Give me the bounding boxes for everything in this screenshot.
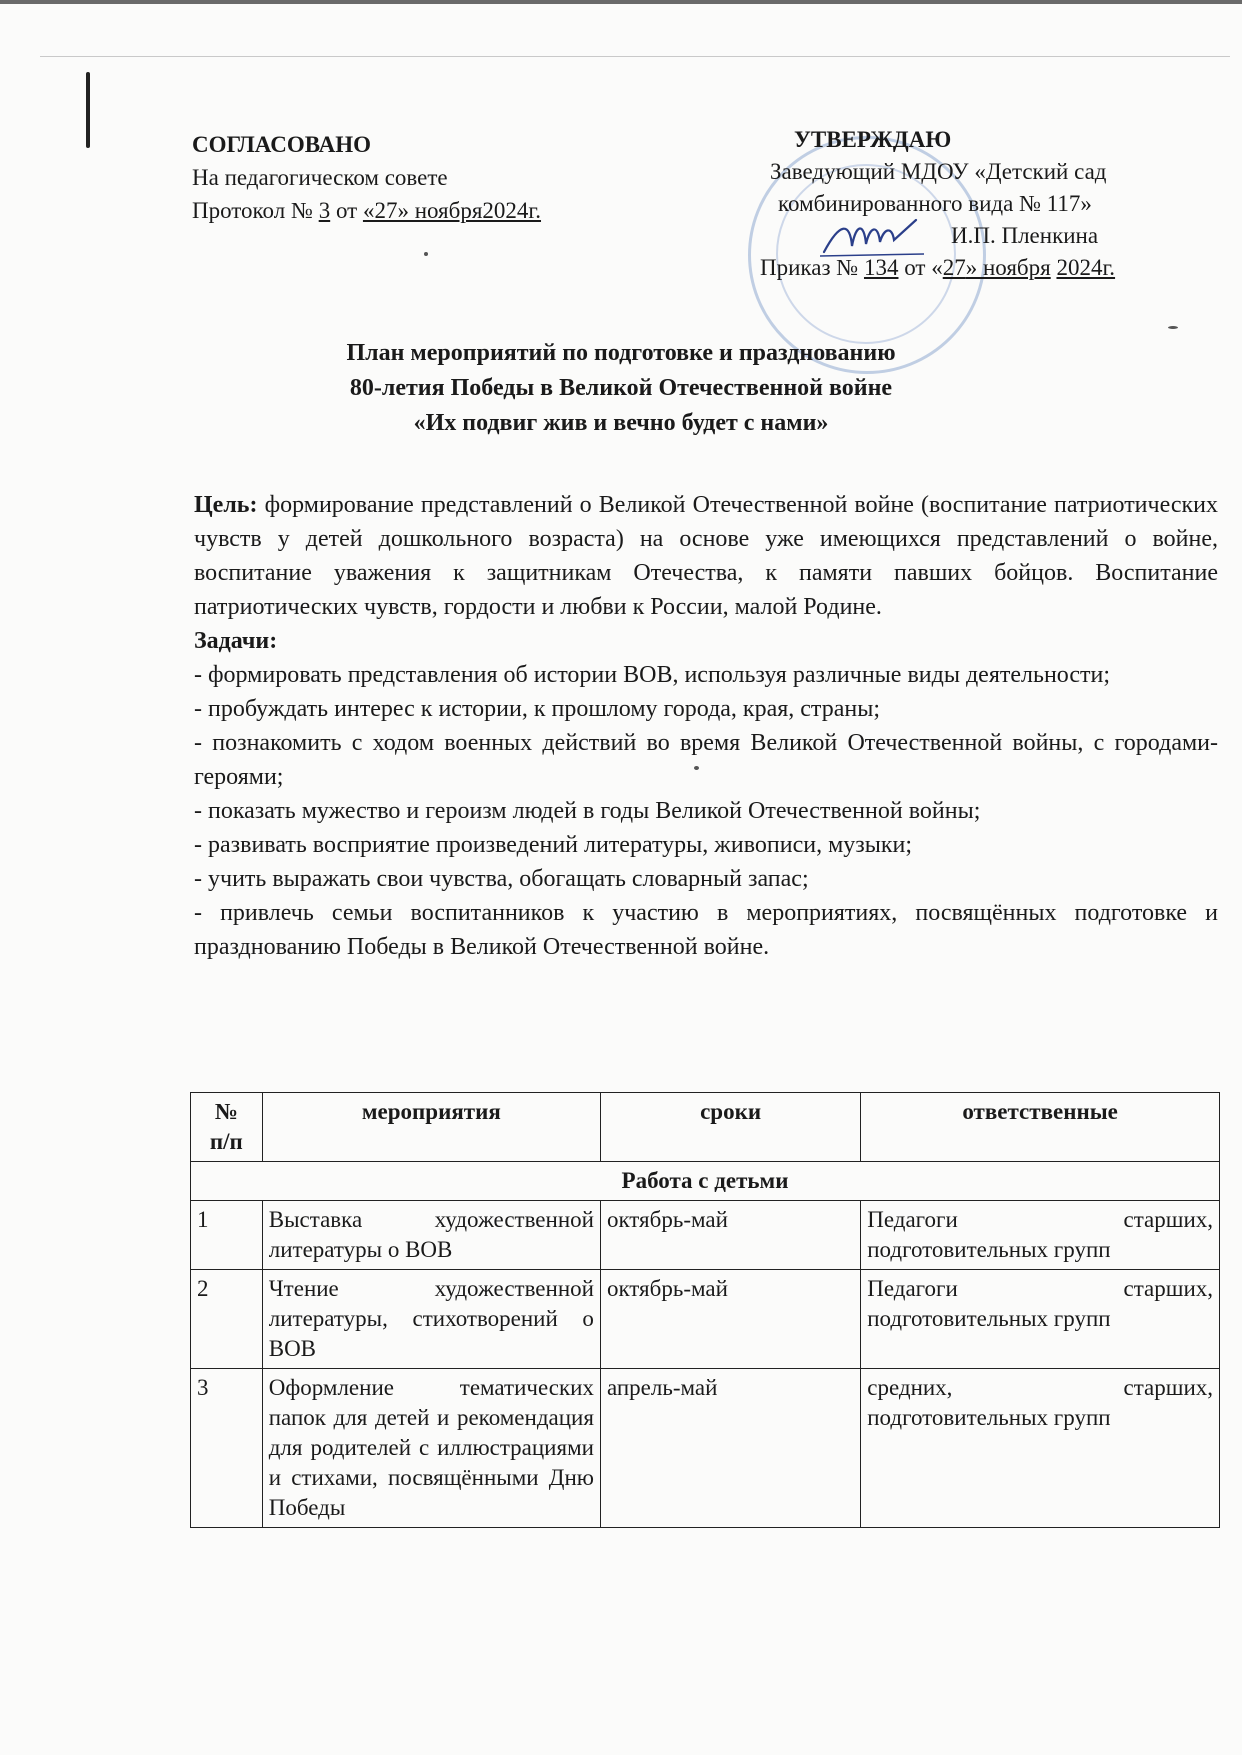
scan-speck: [424, 252, 428, 256]
title-line-2: 80-летия Победы в Великой Отечественной войне: [349, 375, 893, 401]
section-title: Работа с детьми: [191, 1162, 1220, 1201]
row-responsible: [861, 1270, 1220, 1369]
responsible-line-1: Педагоги старших,: [867, 1276, 1213, 1301]
approval-council: На педагогическом совете: [192, 165, 448, 190]
confirmation-block: [756, 124, 1226, 284]
table-row: [191, 1369, 1220, 1528]
table-header-row: [191, 1093, 1220, 1162]
order-day: 27: [942, 255, 966, 280]
title-line-3: «Их подвиг жив и вечно будет с нами»: [413, 410, 829, 436]
task-item: - познакомить с ходом военных действий во время Великой Отечественной войны, с городами-героями;: [194, 730, 1218, 790]
header-num-line-2: п/п: [209, 1129, 243, 1154]
header-term: сроки: [600, 1093, 860, 1162]
row-term: апрель-май: [600, 1369, 860, 1528]
protocol-from: от: [335, 198, 358, 223]
header-num-line-1: №: [214, 1099, 238, 1124]
table-section-row: [191, 1162, 1220, 1201]
row-responsible: [861, 1369, 1220, 1528]
responsible-line-2: подготовительных групп: [867, 1306, 1111, 1331]
header-responsible: ответственные: [861, 1093, 1220, 1162]
goal-text: формирование представлений о Великой Отечественной войне (воспитание патриотических чувств у детей дошкольного возраста) на основе уже имеющихся представлений о войне, воспитание уважения к защитникам Отечества, к памяти павших бойцов. Воспитание патриотических чувств, гордости и любви к России, малой Родине.: [194, 492, 1219, 620]
protocol-number: 3: [318, 198, 331, 223]
row-term: октябрь-май: [600, 1270, 860, 1369]
header-event: мероприятия: [262, 1093, 600, 1162]
order-year: 2024г.: [1056, 255, 1116, 280]
goal-and-tasks: [194, 488, 1218, 964]
approval-protocol: [192, 194, 541, 227]
confirmation-signatory: И.П. Пленкина: [951, 223, 1099, 248]
order-month: » ноября: [965, 255, 1051, 280]
confirmation-institution: комбинированного вида № 117»: [778, 191, 1092, 216]
protocol-date: «27» ноября2024г.: [362, 198, 542, 223]
row-responsible: [861, 1201, 1220, 1270]
row-event: Оформление тематических папок для детей и рекомендация для родителей с иллюстрациями и стихами, посвящёнными Дню Победы: [262, 1369, 600, 1528]
confirmation-title: УТВЕРЖДАЮ: [794, 127, 952, 152]
table-row: [191, 1270, 1220, 1369]
margin-pen-mark: [86, 72, 90, 148]
goal-label: Цель:: [194, 492, 258, 518]
row-event: Выставка художественной литературы о ВОВ: [262, 1201, 600, 1270]
row-term: октябрь-май: [600, 1201, 860, 1270]
task-item: - показать мужество и героизм людей в годы Великой Отечественной войны;: [194, 798, 981, 824]
order-from: от «: [904, 255, 943, 280]
responsible-line-1: средних, старших,: [867, 1375, 1213, 1400]
task-item: - учить выражать свои чувства, обогащать словарный запас;: [194, 866, 809, 892]
task-item: - пробуждать интерес к истории, к прошлому города, края, страны;: [194, 696, 881, 722]
scan-speck: [1168, 326, 1178, 329]
row-num: 2: [191, 1270, 263, 1369]
table-row: [191, 1201, 1220, 1270]
approval-block: [192, 128, 541, 227]
row-num: 1: [191, 1201, 263, 1270]
order-prefix: Приказ №: [760, 255, 859, 280]
order-number: 134: [863, 255, 899, 280]
task-item: - формировать представления об истории ВОВ, используя различные виды деятельности;: [194, 662, 1111, 688]
tasks-label: Задачи:: [194, 628, 278, 654]
responsible-line-1: Педагоги старших,: [867, 1207, 1213, 1232]
responsible-line-2: подготовительных групп: [867, 1405, 1111, 1430]
confirmation-position: Заведующий МДОУ «Детский сад: [770, 159, 1107, 184]
approval-title: СОГЛАСОВАНО: [192, 132, 372, 157]
protocol-prefix: Протокол №: [192, 198, 313, 223]
title-line-1: План мероприятий по подготовке и празднованию: [346, 340, 896, 366]
header-num: [191, 1093, 263, 1162]
document-title: [0, 336, 1242, 441]
goal-paragraph: [194, 488, 1218, 624]
plan-table: [190, 1092, 1220, 1528]
task-item: - привлечь семьи воспитанников к участию в мероприятиях, посвящённых подготовке и празднованию Победы в Великой Отечественной войне.: [194, 900, 1218, 960]
scan-top-edge: [0, 0, 1242, 4]
row-num: 3: [191, 1369, 263, 1528]
row-event: Чтение художественной литературы, стихотворений о ВОВ: [262, 1270, 600, 1369]
confirmation-order: [760, 252, 1226, 284]
responsible-line-2: подготовительных групп: [867, 1237, 1111, 1262]
scan-border-line: [40, 56, 1230, 57]
task-item: - развивать восприятие произведений литературы, живописи, музыки;: [194, 832, 913, 858]
